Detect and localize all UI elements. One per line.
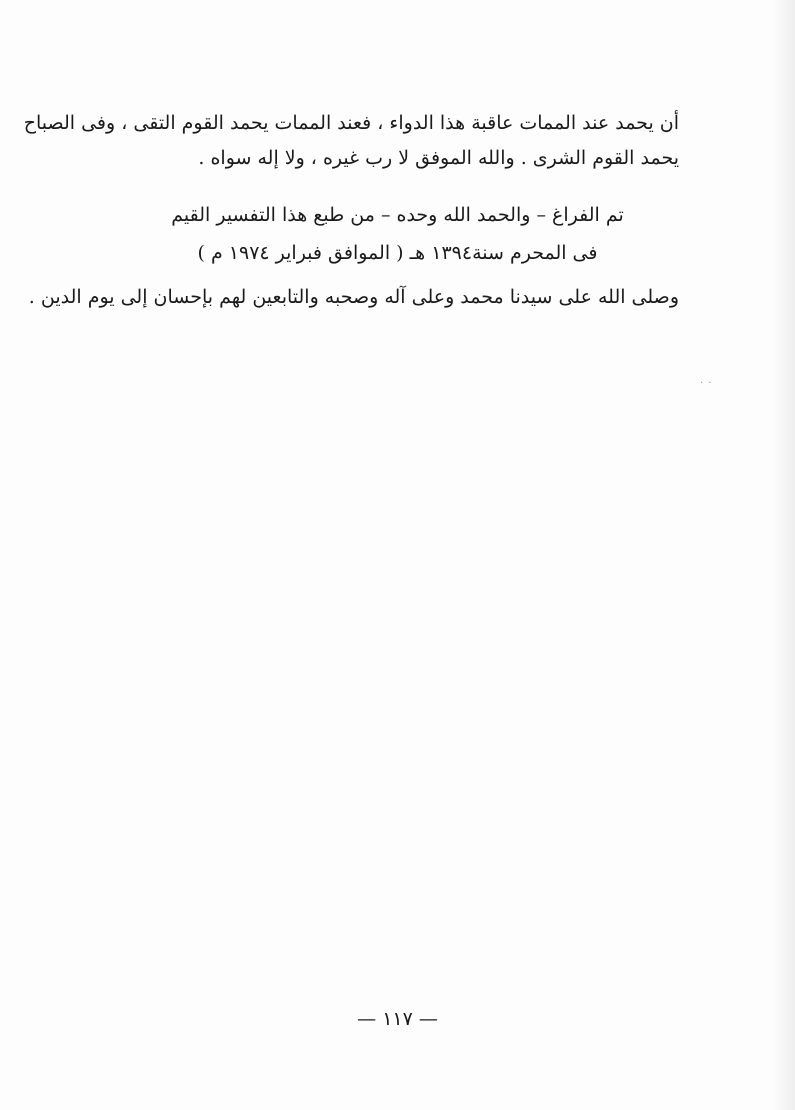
paragraph-line-1: أن يحمد عند الممات عاقبة هذا الدواء ، فعند الممات يحمد القوم التقى ، وفى الصباح — [23, 112, 679, 134]
closing-line-2: فى المحرم سنة١٣٩٤ هـ ( الموافق فبراير ١٩٧٤ م ) — [197, 242, 598, 264]
paragraph-line-2: يحمد القوم الشرى . والله الموفق لا رب غيره ، ولا إله سواه . — [198, 147, 679, 169]
closing-line-1: تم الفراغ – والحمد الله وحده – من طبع هذا التفسير القيم — [171, 204, 624, 226]
blessing-line: وصلى الله على سيدنا محمد وعلى آله وصحبه والتابعين لهم بإحسان إلى يوم الدين . — [28, 286, 679, 308]
page-number: — ١١٧ — — [357, 1008, 438, 1030]
page-edge-shadow — [773, 0, 795, 1110]
scan-speck: · · — [700, 378, 713, 389]
